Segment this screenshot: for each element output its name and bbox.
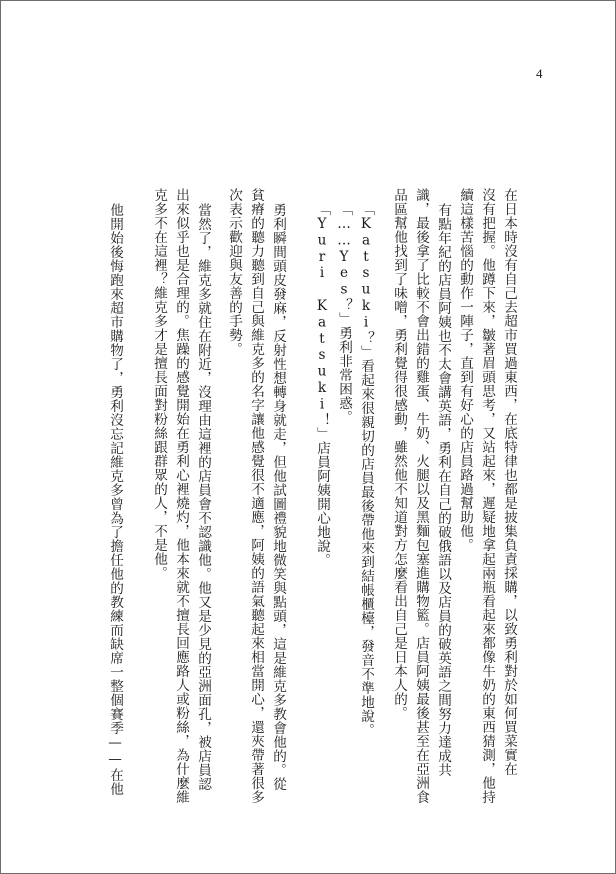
page-number: 4 xyxy=(536,66,543,81)
text-column-4: 有點年紀的店員阿姨也不太會講英語，勇利在自己的破俄語以及店員的破英語之間努力達成共 xyxy=(435,203,451,777)
text-column-15: 克多不在這裡？維克多才是擅長面對粉絲跟群眾的人，不是他。 xyxy=(151,188,167,580)
text-column-8: 「……Yes？」勇利非常困惑。 xyxy=(336,202,352,424)
text-column-11: 貧瘠的聽力聽到自己與維克多的名字讓他感覺很不適應，阿姨的語氣聽起來相當開心，還夾帶著很多 xyxy=(248,188,264,804)
text-column-7: 「Katsuki？」看起來很親切的店員最後帶他來到結帳櫃檯，發音不準地說。 xyxy=(358,202,374,737)
text-column-14: 出來似乎也是合理的。焦躁的感覺開始在勇利心裡燒灼，他本來就不擅長回應路人或粉絲，為什麼維 xyxy=(173,188,189,804)
text-column-5: 識，最後拿了比較不會出錯的雞蛋、牛奶、火腿以及黑麵包塞進購物籃。店員阿姨最後甚至在亞洲食 xyxy=(413,188,429,804)
text-column-6: 品區幫他找到了味噌，勇利覺得很感動，雖然他不知道對方怎麼看出自己是日本人的。 xyxy=(391,188,407,720)
text-column-13: 當然了，維克多就住在附近，沒理由這裡的店員會不認識他。他又是少見的亞洲面孔，被店員認 xyxy=(195,203,211,791)
text-column-2: 沒有把握。他蹲下來，皺著眉頭思考，又站起來，遲疑地拿起兩瓶看起來都像牛奶的東西猜測，他持 xyxy=(479,188,495,804)
text-column-1: 在日本時沒有自己去超市買過東西，在底特律也都是披集負責採購，以致勇利對於如何買菜實在 xyxy=(501,188,517,776)
text-column-16: 他開始後悔跑來超市購物了，勇利沒忘記維克多曾為了擔任他的教練而缺席一整個賽季——在他 xyxy=(107,203,123,796)
text-column-10: 勇利瞬間頭皮發麻，反射性想轉身就走，但他試圖禮貌地微笑與點頭，這是維克多教會他的。從 xyxy=(270,203,286,791)
text-column-12: 次表示歡迎與友善的手勢。 xyxy=(226,188,242,356)
text-column-3: 續這樣苦惱的動作一陣子，直到有好心的店員路過幫助他。 xyxy=(457,188,473,552)
text-column-9: 「Yuri Katsuki！」店員阿姨開心地說。 xyxy=(314,202,330,567)
